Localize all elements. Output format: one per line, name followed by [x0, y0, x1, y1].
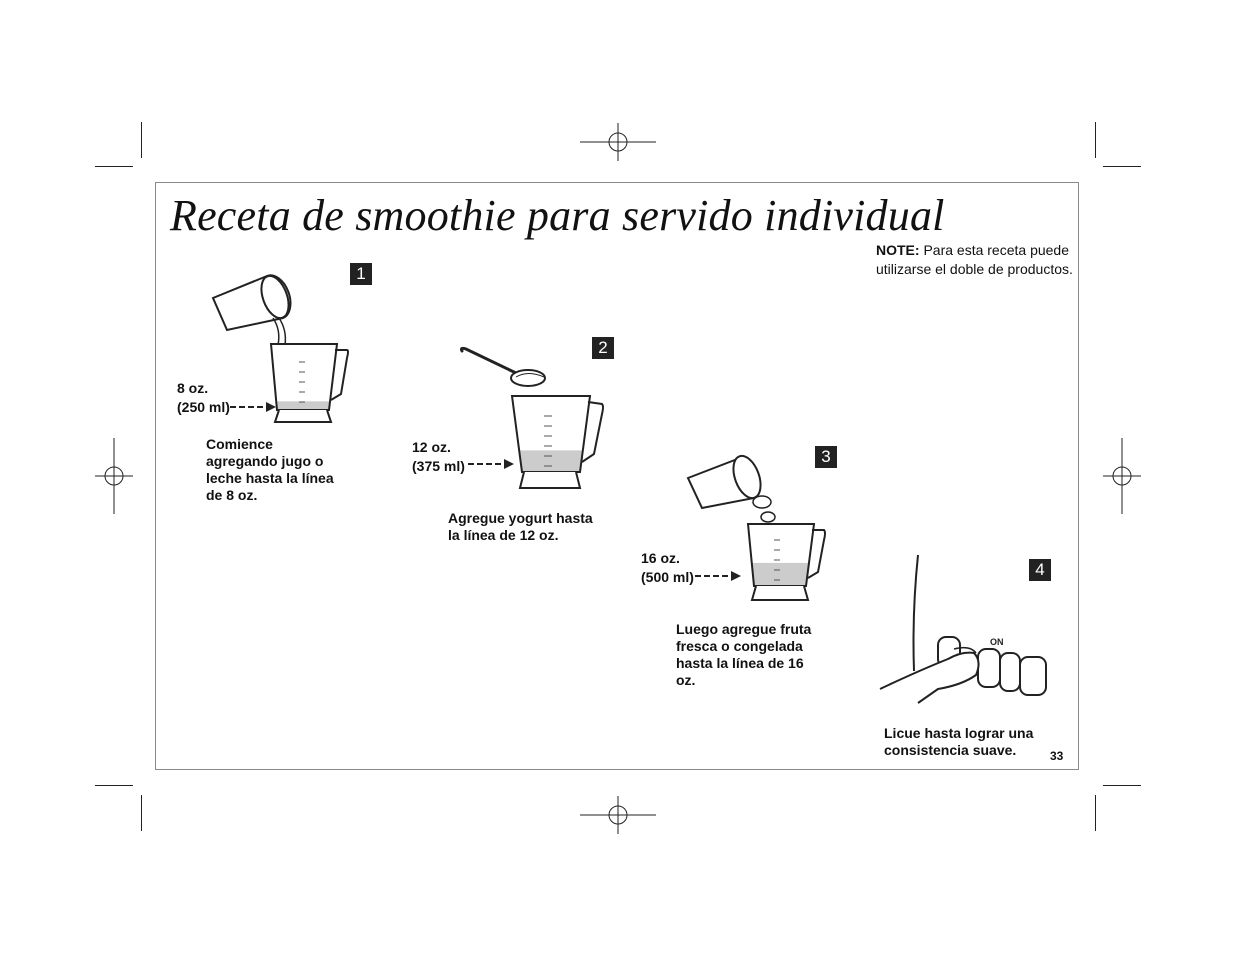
spoon-icon: [458, 343, 550, 388]
crop-mark: [141, 795, 142, 831]
page-title: Receta de smoothie para servido individual: [170, 191, 945, 240]
crop-mark: [1095, 122, 1096, 158]
step-3-measurement: [641, 549, 694, 587]
step-3-caption: Luego agregue fruta fresca o congelada hasta la línea de 16 oz.: [676, 621, 812, 688]
registration-mark-left: [95, 438, 133, 514]
measure-ml: (375 ml): [412, 458, 465, 474]
note-text: Para esta receta puede utilizarse el doble de productos.: [876, 242, 1073, 277]
step-4-badge: 4: [1029, 559, 1051, 581]
measure-oz: 12 oz.: [412, 439, 451, 455]
pouring-fruit-glass-icon: [682, 452, 782, 527]
dashed-arrow-icon: [468, 458, 514, 470]
pouring-glass-icon: [205, 270, 295, 345]
measure-ml: (250 ml): [177, 399, 230, 415]
dashed-arrow-icon: [695, 570, 741, 582]
crop-mark: [141, 122, 142, 158]
step-1-badge: 1: [350, 263, 372, 285]
measure-oz: 8 oz.: [177, 380, 209, 396]
on-label: ON: [990, 637, 1004, 647]
registration-mark-top: [580, 123, 656, 161]
measure-oz: 16 oz.: [641, 550, 680, 566]
crop-mark: [95, 785, 133, 786]
blender-base-hand-icon: [878, 553, 1053, 703]
crop-mark: [1103, 785, 1141, 786]
measure-ml: (500 ml): [641, 569, 694, 585]
registration-mark-right: [1103, 438, 1141, 514]
crop-mark: [95, 166, 133, 167]
recipe-note: [876, 241, 1076, 279]
note-label: NOTE:: [876, 242, 920, 258]
step-4-caption: Licue hasta lograr una consistencia suave.: [884, 725, 1034, 758]
step-2-measurement: [412, 438, 465, 476]
page-number: 33: [1050, 749, 1064, 763]
blender-jar-2: [508, 392, 608, 510]
step-1-measurement: [177, 379, 230, 417]
crop-mark: [1095, 795, 1096, 831]
step-2-caption: Agregue yogurt hasta la línea de 12 oz.: [448, 510, 593, 543]
step-1-caption: Comience agregando jugo o leche hasta la línea de 8 oz.: [206, 436, 334, 503]
blender-jar-1: [265, 338, 355, 440]
blender-jar-3: [742, 520, 832, 618]
step-3-badge: 3: [815, 446, 837, 468]
step-2-badge: 2: [592, 337, 614, 359]
dashed-arrow-icon: [230, 401, 276, 413]
registration-mark-bottom: [580, 796, 656, 834]
crop-mark: [1103, 166, 1141, 167]
